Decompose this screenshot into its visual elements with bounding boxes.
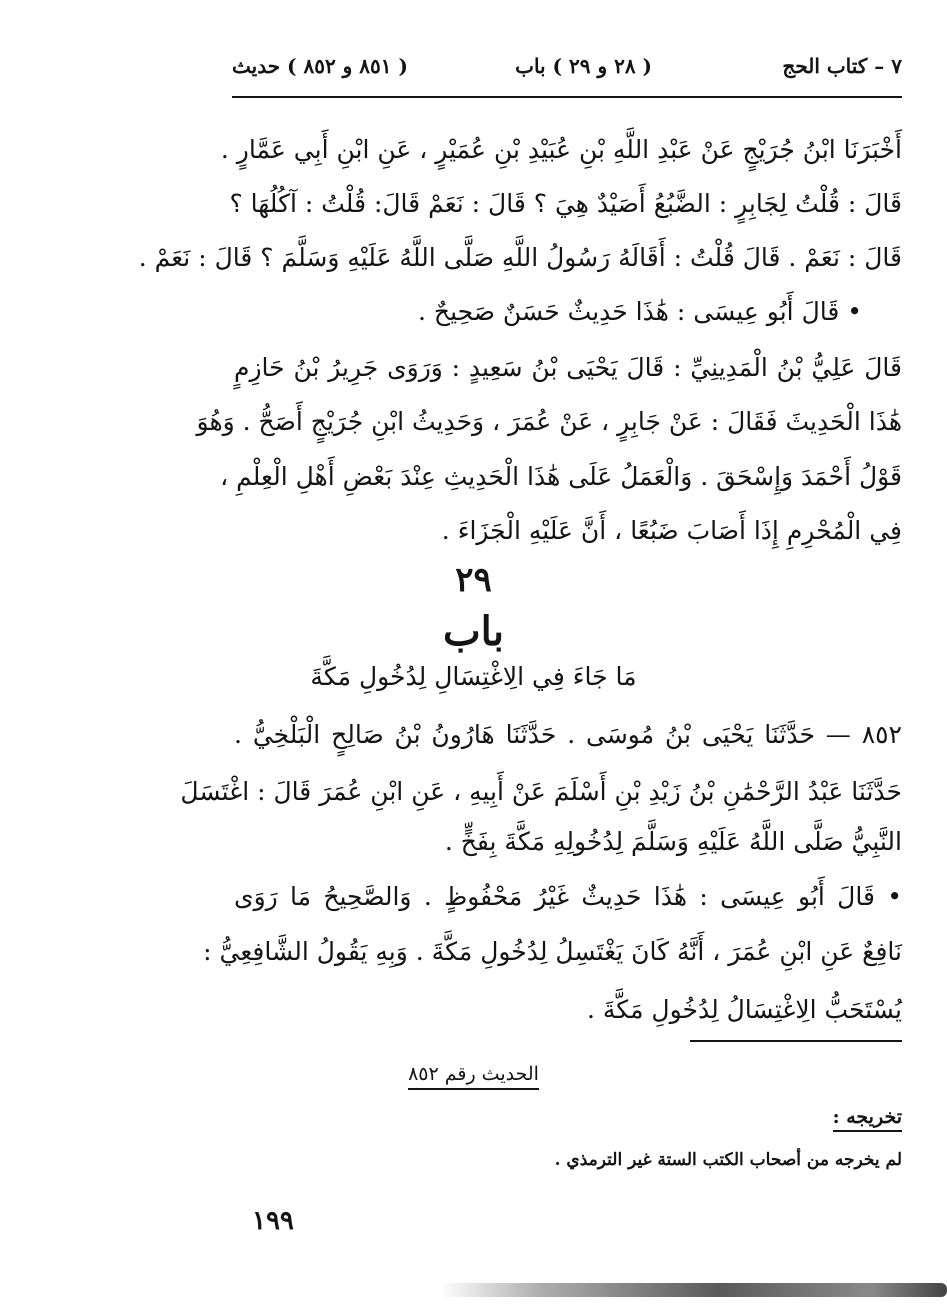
text-line: أَخْبَرَنَا ابْنُ جُرَيْجٍ عَنْ عَبْدِ اللَّهِ بْنِ عُبَيْدِ بْنِ عُمَيْرٍ ، عَنِ ابْنِ أَبِي عَمَّارٍ .	[220, 135, 902, 164]
header-divider	[232, 96, 902, 98]
running-header	[232, 44, 902, 94]
page-number: ١٩٩	[252, 1206, 294, 1236]
text-line: قَالَ : نَعَمْ . قَالَ قُلْتُ : أَقَالَهُ رَسُولُ اللَّهِ صَلَّى اللَّهُ عَلَيْهِ وَسَلَّمَ ؟ قَالَ : نَعَمْ .	[138, 243, 902, 272]
text-line: قَوْلُ أَحْمَدَ وَإِسْحَقَ . وَالْعَمَلُ عَلَى هَٰذَا الْحَدِيثِ عِنْدَ بَعْضِ أَهْلِ الْعِلْمِ ،	[220, 462, 902, 491]
footnote-divider	[690, 1040, 902, 1042]
text-line: • قَالَ أَبُو عِيسَى : هَٰذَا حَدِيثٌ حَسَنٌ صَحِيحٌ .	[418, 297, 862, 326]
header-hadith-range: ( ٨٥١ و ٨٥٢ ) حديث	[232, 54, 408, 78]
scan-artifact	[440, 1283, 947, 1297]
chapter-title: مَا جَاءَ فِي الِاغْتِسَالِ لِدُخُولِ مَكَّةَ	[310, 662, 637, 691]
footnote-text: لم يخرجه من أصحاب الكتب الستة غير الترمذي .	[554, 1150, 902, 1170]
text-line: قَالَ عَلِيُّ بْنُ الْمَدِينِيِّ : قَالَ يَحْيَى بْنُ سَعِيدٍ : وَرَوَى جَرِيرُ بْنُ حَازِمٍ	[234, 353, 902, 382]
text-line: هَٰذَا الْحَدِيثَ فَقَالَ : عَنْ جَابِرٍ ، عَنْ عُمَرَ ، وَحَدِيثُ ابْنِ جُرَيْجٍ أَصَحُّ . وَهُوَ	[196, 407, 902, 436]
hadith-line: ٨٥٢ — حَدَّثَنَا يَحْيَى بْنُ مُوسَى . حَدَّثَنَا هَارُونُ بْنُ صَالِحٍ الْبَلْخِيُّ .	[234, 720, 902, 749]
hadith-line: النَّبِيُّ صَلَّى اللَّهُ عَلَيْهِ وَسَلَّمَ لِدُخُولِهِ مَكَّةَ بِفَخٍّ .	[444, 827, 902, 856]
hadith-line: يُسْتَحَبُّ الِاغْتِسَالُ لِدُخُولِ مَكَّةَ .	[586, 995, 902, 1024]
footnote-label-text: الحديث رقم ٨٥٢	[408, 1063, 539, 1090]
text-line: فِي الْمُحْرِمِ إِذَا أَصَابَ ضَبُعًا ، أَنَّ عَلَيْهِ الْجَزَاءَ .	[441, 516, 902, 545]
header-chapters: ( ٢٨ و ٢٩ ) باب	[515, 54, 652, 78]
hadith-line: حَدَّثَنَا عَبْدُ الرَّحْمَٰنِ بْنُ زَيْدِ بْنِ أَسْلَمَ عَنْ أَبِيهِ ، عَنِ ابْنِ عُمَرَ قَالَ : اغْتَسَلَ	[180, 777, 902, 806]
hadith-line: نَافِعٌ عَنِ ابْنِ عُمَرَ ، أَنَّهُ كَانَ يَغْتَسِلُ لِدُخُولِ مَكَّةَ . وَبِهِ يَقُولُ الشَّافِعِيُّ :	[203, 937, 902, 966]
chapter-heading: باب	[443, 608, 504, 655]
header-book-title: ٧ – كتاب الحج	[782, 54, 902, 78]
chapter-number: ٢٩	[455, 560, 492, 600]
hadith-line: • قَالَ أَبُو عِيسَى : هَٰذَا حَدِيثٌ غَيْرُ مَحْفُوظٍ . وَالصَّحِيحُ مَا رَوَى	[234, 882, 902, 911]
footnote-heading: تخريجه :	[833, 1106, 902, 1132]
text-line: قَالَ : قُلْتُ لِجَابِرٍ : الضَّبُعُ أَصَيْدٌ هِيَ ؟ قَالَ : نَعَمْ قَالَ: قُلْتُ : آكُلُهَا ؟	[229, 189, 902, 218]
footnote-label	[0, 1063, 947, 1085]
